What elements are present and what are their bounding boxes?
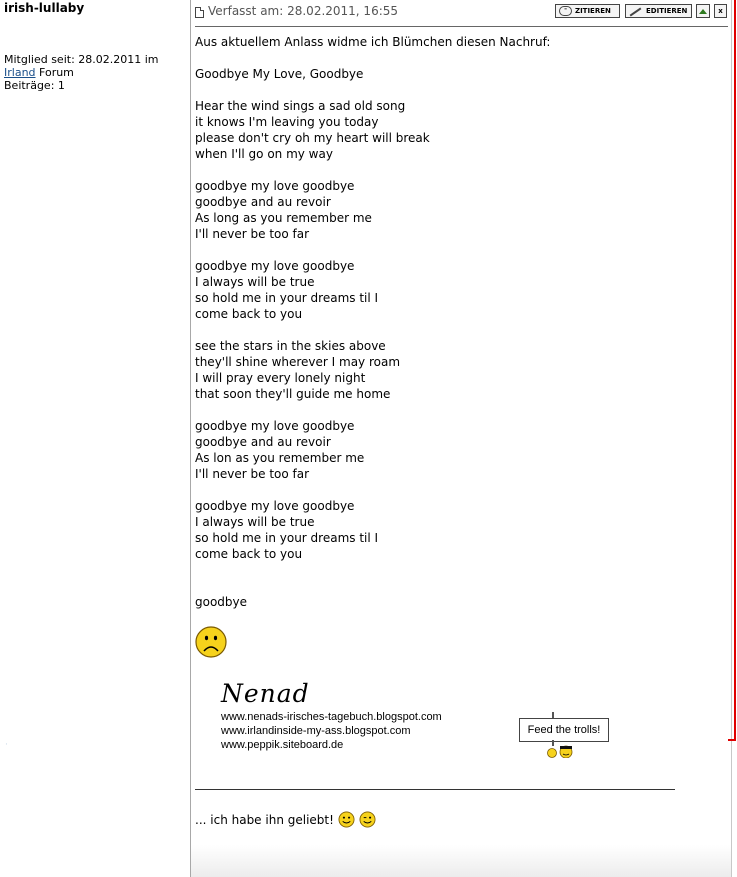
pen-icon (629, 7, 643, 16)
author-meta (4, 53, 188, 92)
member-since: Mitglied seit: 28.02.2011 im (4, 53, 159, 66)
signature-name: Nenad (221, 679, 310, 708)
signature-link[interactable]: www.irlandinside-my-ass.blogspot.com (221, 725, 411, 737)
close-icon: x (718, 7, 723, 15)
message-line: goodbye (195, 595, 248, 609)
signature-rule (195, 789, 675, 790)
signature-link[interactable]: www.peppik.siteboard.de (221, 739, 344, 751)
wink-icon (359, 811, 376, 828)
message-blank-line (195, 562, 725, 578)
message-line: I always will be true (195, 515, 315, 529)
message-line: please don't cry oh my heart will break (195, 131, 430, 145)
column-divider (190, 0, 191, 877)
signature-link[interactable]: www.nenads-irisches-tagebuch.blogspot.com (221, 711, 442, 723)
message-line: I'll never be too far (195, 227, 310, 241)
message-line: goodbye my love goodbye (195, 179, 355, 193)
message-line: I always will be true (195, 275, 315, 289)
author-username[interactable]: irish-lullaby (4, 1, 85, 15)
message-line: I will pray every lonely night (195, 371, 366, 385)
quote-button[interactable] (555, 4, 620, 18)
footer-text: ... ich habe ihn geliebt! (195, 812, 334, 827)
signature-links (221, 710, 442, 752)
message-line: I'll never be too far (195, 467, 310, 481)
post-header (195, 2, 731, 26)
feed-trolls-sign: Feed the trolls! (519, 718, 609, 742)
location-suffix: Forum (35, 66, 74, 79)
post-bottom-shade (191, 845, 731, 877)
arrow-up-icon (699, 9, 707, 14)
post-date-text: Verfasst am: 28.02.2011, 16:55 (208, 4, 399, 18)
speech-bubble-icon: " (559, 6, 572, 16)
selection-edge (734, 0, 736, 740)
message-line: come back to you (195, 307, 303, 321)
message-line: goodbye my love goodbye (195, 499, 355, 513)
message-blank-line (195, 578, 725, 594)
message-blank-line (195, 82, 725, 98)
message-line: so hold me in your dreams til I (195, 291, 379, 305)
message-line: As lon as you remember me (195, 451, 365, 465)
message-line: goodbye my love goodbye (195, 259, 355, 273)
message-blank-line (195, 322, 725, 338)
message-line: it knows I'm leaving you today (195, 115, 379, 129)
quote-button-label: ZITIEREN (575, 7, 611, 15)
scroll-top-button[interactable] (696, 4, 710, 18)
message-blank-line (195, 50, 725, 66)
header-rule (195, 26, 728, 27)
message-line: Hear the wind sings a sad old song (195, 99, 406, 113)
message-line: goodbye and au revoir (195, 195, 331, 209)
message-line: Aus aktuellem Anlass widme ich Blümchen diesen Nachruf: (195, 35, 551, 49)
message-blank-line (195, 242, 725, 258)
post-document-icon (195, 7, 204, 18)
right-border (731, 0, 732, 877)
edit-button-label: EDITIEREN (646, 7, 688, 15)
message-blank-line (195, 162, 725, 178)
smile-icon (338, 811, 355, 828)
post-message (195, 34, 725, 610)
author-location (4, 66, 188, 79)
faint-mark: · (5, 740, 8, 750)
message-blank-line (195, 402, 725, 418)
message-line: so hold me in your dreams til I (195, 531, 379, 545)
sad-smiley-icon (195, 626, 227, 658)
message-line: see the stars in the skies above (195, 339, 386, 353)
post-count: Beiträge: 1 (4, 79, 65, 92)
message-line: goodbye my love goodbye (195, 419, 355, 433)
selection-edge-foot (728, 739, 736, 741)
message-line: As long as you remember me (195, 211, 372, 225)
post-date (195, 4, 398, 18)
location-link[interactable]: Irland (4, 66, 36, 79)
author-profile (0, 0, 190, 877)
message-line: come back to you (195, 547, 303, 561)
message-line: when I'll go on my way (195, 147, 333, 161)
message-line: they'll shine wherever I may roam (195, 355, 401, 369)
message-line: Goodbye My Love, Goodbye (195, 67, 364, 81)
message-line: that soon they'll guide me home (195, 387, 391, 401)
message-blank-line (195, 482, 725, 498)
message-line: goodbye and au revoir (195, 435, 331, 449)
edit-button[interactable] (625, 4, 692, 18)
close-button[interactable] (714, 4, 727, 18)
sign-holding-smiley-icon (546, 740, 576, 758)
post-footer (195, 811, 376, 828)
